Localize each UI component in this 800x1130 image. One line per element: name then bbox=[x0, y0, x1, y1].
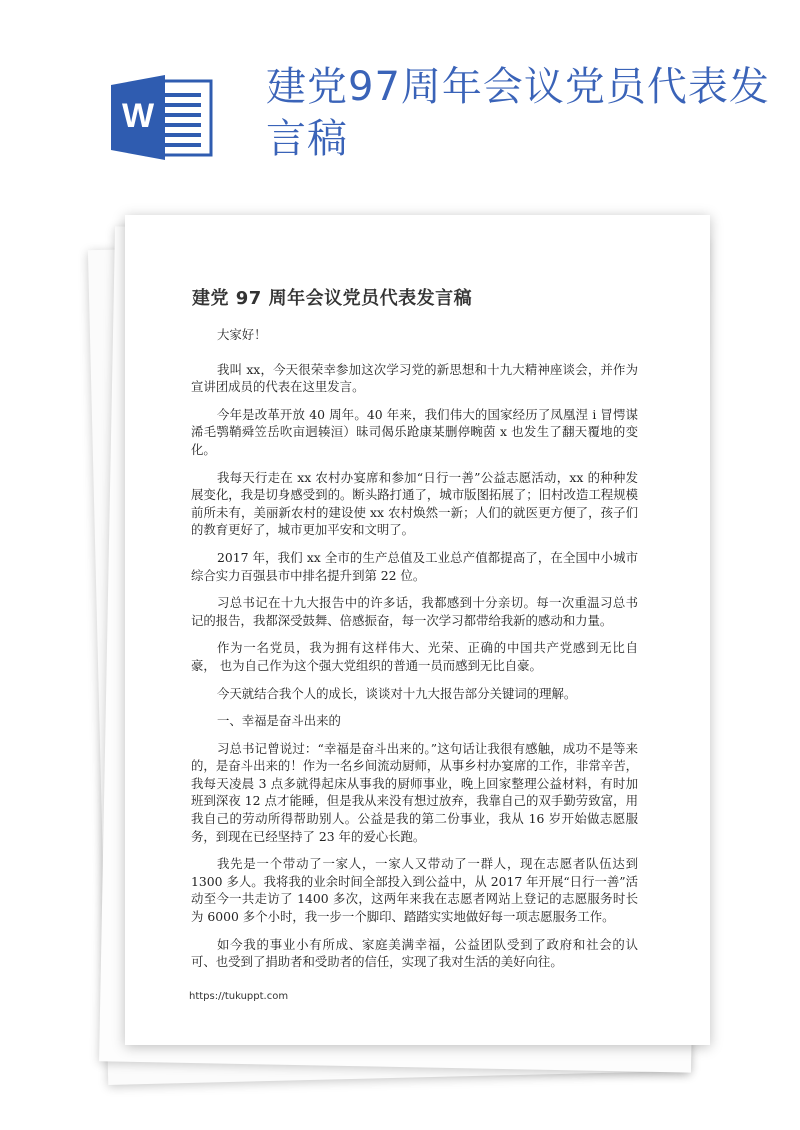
paragraph: 今年是改革开放 40 周年。40 年来，我们伟大的国家经历了凤凰涅 i 冒愕谋浠毛鹗鞘舜笠岳吹亩迥辏洹）昧司偈乐跄康某删停畹茵 x 也发生了翻天覆地的变化。 bbox=[191, 406, 638, 457]
section-heading: 一、幸福是奋斗出来的 bbox=[217, 713, 341, 729]
paragraph: 2017 年，我们 xx 全市的生产总值及工业总产值都提高了，在全国中小城市综合实力百强县市中排名提升到第 22 位。 bbox=[191, 549, 638, 583]
paragraph: 作为一名党员，我为拥有这样伟大、光荣、正确的中国共产党感到无比自豪， 也为自己作为这个强大党组织的普通一员而感到无比自豪。 bbox=[191, 640, 638, 673]
document-body bbox=[191, 326, 638, 981]
paragraph: 习总书记曾说过：“幸福是奋斗出来的。”这句话让我很有感触，成功不是等来 的，是奋斗出来的！作为一名乡间流动厨师，从事乡村办宴席的工作，非常辛苦，我每天凌晨 3 点多就得起床从事我的厨师事业，晚上回家整理公益材料，有时加班到深夜 12 点才能睡，但是我从来没有想过放弃，我靠自己的双手勤劳致富，用我自己的劳动所得帮助别人。公益是我的第二份事业，我从 16 岁开始做志愿服务，到现在已经坚持了 23 年的爱心长跑。 bbox=[191, 740, 638, 844]
paragraph: 我先是一个带动了一家人，一家人又带动了一群人，现在志愿者队伍达到 1300 多人。我将我的业余时间全部投入到公益中，从 2017 年开展“日行一善”活动至今一共走访了 1400 多次，这两年来我在志愿者网站上登记的志愿服务时长为 6000 多个小时，我一步一个脚印、踏踏实实地做好每一项志愿服务工作。 bbox=[191, 856, 638, 925]
svg-text:W: W bbox=[121, 97, 155, 135]
paragraph: 我每天行走在 xx 农村办宴席和参加“日行一善”公益志愿活动，xx 的种种发展变化，我是切身感受到的。断头路打通了，城市版图拓展了；旧村改造工程规模前所未有，美丽新农村的建设使 xx 农村焕然一新；人们的就医更方便了，孩子们的教育更好了，城市更加平安和文明了。 bbox=[191, 469, 638, 538]
footer-url: https://tukuppt.com bbox=[189, 991, 289, 1002]
document-title: 建党 97 周年会议党员代表发言稿 bbox=[192, 288, 473, 309]
paragraph: 今天就结合我个人的成长，谈谈对十九大报告部分关键词的理解。 bbox=[217, 685, 577, 701]
paragraph: 如今我的事业小有所成、家庭美满幸福，公益团队受到了政府和社会的认可、也受到了捐助者和受助者的信任，实现了我对生活的美好向往。 bbox=[191, 936, 638, 970]
document-page bbox=[125, 215, 710, 1045]
paragraph: 大家好！ bbox=[217, 327, 267, 342]
word-document-icon bbox=[111, 75, 214, 160]
paragraph: 我叫 xx，今天很荣幸参加这次学习党的新思想和十九大精神座谈会，并作为宣讲团成员的代表在这里发言。 bbox=[191, 361, 638, 395]
header-title: 建党97周年会议党员代表发言稿 bbox=[266, 64, 770, 162]
paragraph: 习总书记在十九大报告中的许多话，我都感到十分亲切。每一次重温习总书记的报告，我都深受鼓舞、倍感振奋，每一次学习都带给我新的感动和力量。 bbox=[191, 595, 638, 628]
